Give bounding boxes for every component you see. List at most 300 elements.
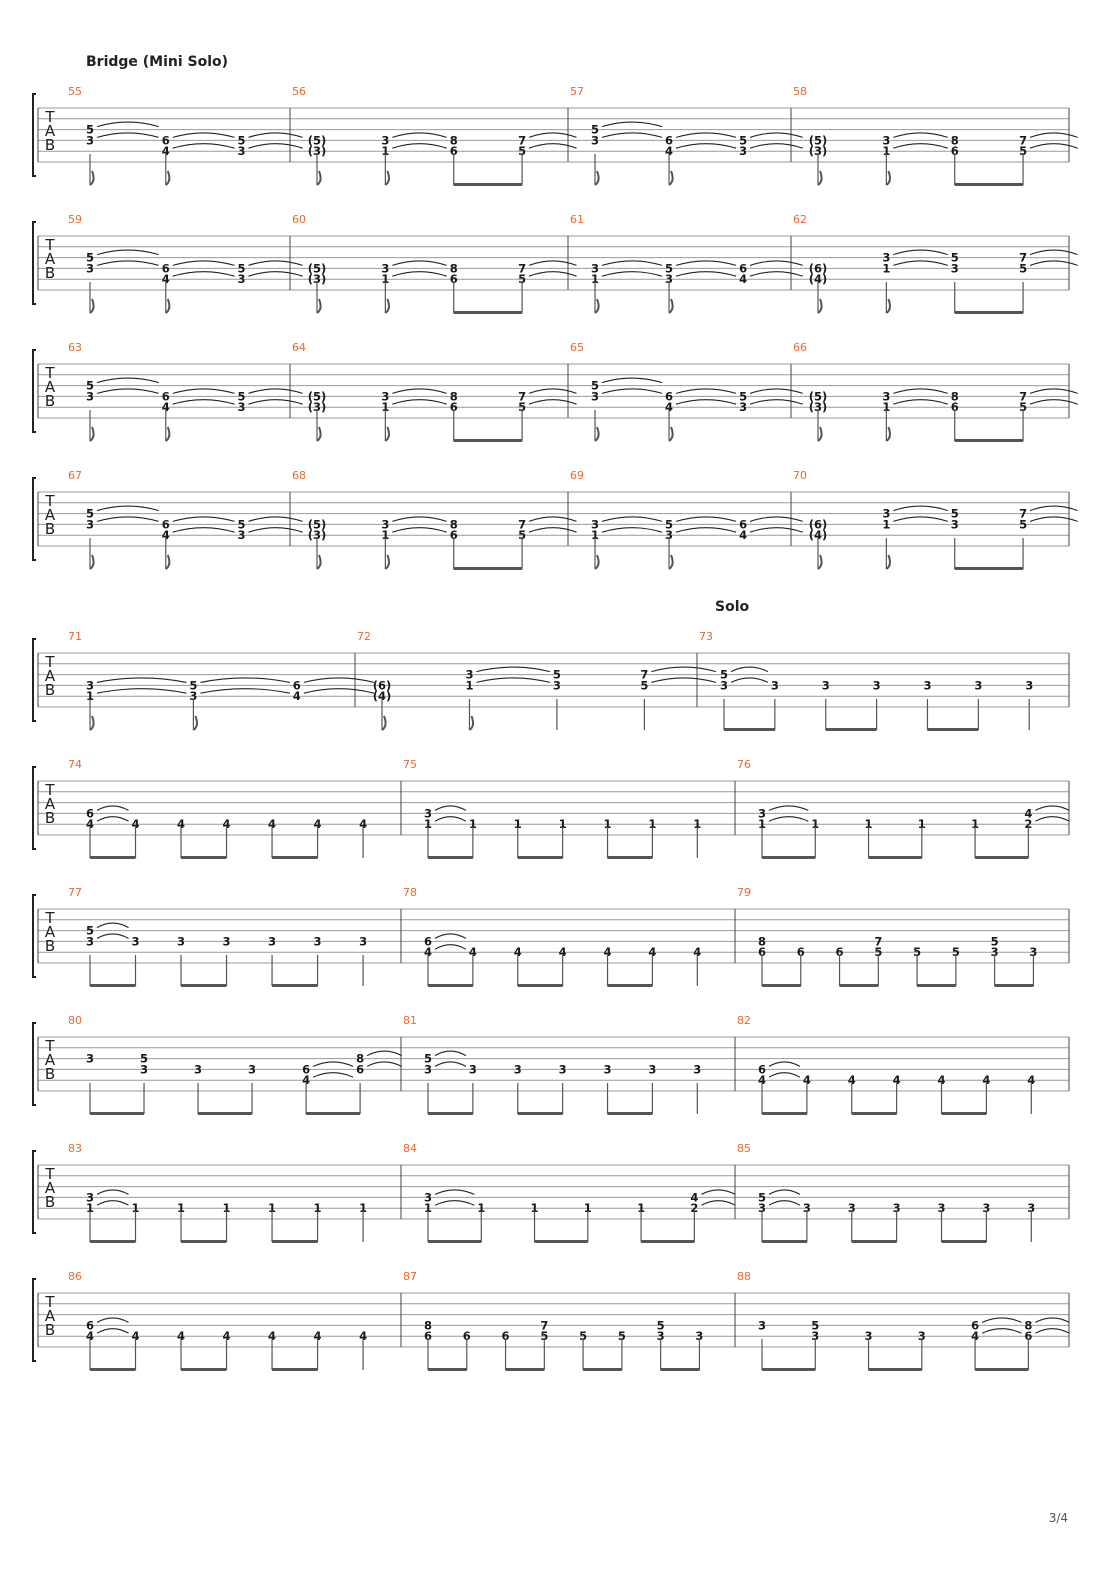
tab-clef-letter: A [44,795,56,813]
fret-number: 3 [719,678,729,693]
fret-number: 4 [222,817,231,832]
tab-clef-letter: A [44,1179,56,1197]
note [553,668,561,730]
fret-number: 3 [237,144,246,159]
tie-arc [769,1062,800,1067]
rhythm-beam [272,984,318,987]
fret-number: 3 [237,400,246,415]
fret-number: 5 [85,122,95,137]
fret-number: 8 [757,934,767,949]
tie-arc [769,1190,800,1195]
fret-number: 5 [739,389,748,404]
measure [403,1270,703,1371]
note [693,945,701,986]
fret-number: 6 [302,1062,311,1077]
note [739,261,803,286]
measure [292,213,577,314]
note [559,945,567,986]
fret-number: 4 [1024,806,1033,821]
rhythm-beam [955,439,1023,442]
fret-number: 4 [359,1329,368,1344]
fret-number: 4 [1027,1073,1036,1088]
measure-number: 88 [737,1270,751,1283]
fret-number: 6 [85,1318,95,1333]
fret-number: 8 [423,1318,433,1333]
fret-number: 5 [656,1318,665,1333]
rhythm-beam [181,856,227,859]
tie-arc [701,1190,735,1195]
fret-number: 6 [739,517,748,532]
fret-number: 4 [177,1329,186,1344]
fret-number: 7 [540,1318,549,1333]
fret-number: 7 [1019,389,1028,404]
note [314,934,322,986]
fret-number: 6 [835,945,844,960]
note [308,389,327,441]
note [803,1201,811,1242]
fret-number: 4 [971,1329,980,1344]
tie-arc [769,1073,800,1078]
fret-number: 3 [739,400,748,415]
note [865,817,873,858]
fret-number: 3 [590,133,600,148]
note [657,1318,665,1370]
measure [699,630,1033,731]
tie-arc [435,817,466,822]
fret-number: 3 [268,934,277,949]
tab-clef-letter: A [44,378,56,396]
tie-arc [392,133,446,138]
fret-number: 3 [821,678,830,693]
measure [403,758,701,859]
measure [737,1142,1035,1243]
tab-clef-letter: T [45,364,55,382]
measure-number: 63 [68,341,82,354]
tab-clef-letter: T [45,653,55,671]
note [308,517,327,569]
rhythm-beam [518,984,563,987]
fret-number: 3 [313,934,322,949]
tie-arc [97,1190,129,1195]
note [132,817,140,858]
rhythm-beam [608,856,653,859]
tie-arc [248,528,302,533]
note [739,517,803,542]
tie-arc [1035,1329,1069,1334]
note [177,1201,185,1242]
fret-number: 6 [449,144,458,159]
tie-arc [750,528,803,533]
tie-arc [676,272,736,277]
fret-number: 3 [590,517,600,532]
fret-number: 7 [1019,250,1028,265]
measure-number: 83 [68,1142,82,1155]
note [809,261,828,313]
note [223,1329,231,1370]
tab-clef-letter: A [44,250,56,268]
fret-number: 4 [313,817,322,832]
tie-arc [435,934,466,939]
tie-arc [529,272,577,277]
fret-number: 3 [381,261,390,276]
fret-number: 5 [237,261,246,276]
fret-number: 6 [462,1329,471,1344]
fret-number: 3 [937,1201,946,1216]
fret-number: 6 [971,1318,980,1333]
tie-arc [367,1051,402,1056]
note [720,667,768,730]
tie-arc [1030,517,1078,522]
note [739,133,803,158]
rhythm-beam [608,1112,653,1115]
fret-number: 3 [194,1062,203,1077]
tie-arc [97,934,129,939]
fret-number: 3 [665,272,674,287]
fret-number: (4) [372,689,392,704]
tie-arc [97,678,186,683]
tab-clef-letter: T [45,1293,55,1311]
note [1025,678,1033,730]
fret-number: 3 [802,1201,811,1216]
fret-number: 3 [85,678,95,693]
tie-arc [893,133,947,138]
measure [570,85,803,185]
fret-number: 5 [665,261,674,276]
fret-number: 5 [950,250,959,265]
fret-number: 1 [268,1201,277,1216]
measure [357,630,716,730]
tab-clef-letter: A [44,1307,56,1325]
measure-number: 74 [68,758,82,771]
fret-number: 3 [693,1062,702,1077]
tie-arc [602,528,662,533]
fret-number: 3 [423,1062,433,1077]
note [584,1201,592,1242]
fret-number: 1 [222,1201,231,1216]
tie-arc [676,389,736,394]
fret-number: 3 [237,272,246,287]
measure [68,213,303,313]
fret-number: 5 [811,1318,820,1333]
fret-number: 6 [85,806,95,821]
note [450,517,458,569]
tie-arc [173,517,235,522]
tie-arc [97,261,159,266]
tab-system [33,213,1078,314]
fret-number: 1 [971,817,980,832]
measure-number: 77 [68,886,82,899]
tie-arc [200,689,289,694]
rhythm-beam [272,1240,318,1243]
measure-number: 80 [68,1014,82,1027]
measure-number: 76 [737,758,751,771]
rhythm-beam [762,1240,807,1243]
fret-number: 4 [648,945,657,960]
note [477,1201,485,1242]
note [758,1318,766,1370]
fret-number: 3 [513,1062,522,1077]
fret-number: 1 [177,1201,186,1216]
fret-number: 6 [356,1062,365,1077]
tie-arc [313,1062,353,1067]
rhythm-beam [869,856,922,859]
note [502,1329,510,1370]
measure [793,213,1078,314]
fret-number: 1 [917,817,926,832]
fret-number: (3) [808,400,828,415]
tie-arc [893,389,947,394]
rhythm-beam [428,1240,481,1243]
tab-clef-letter: A [44,923,56,941]
fret-number: 8 [950,133,959,148]
measure-number: 64 [292,341,306,354]
tie-arc [676,517,736,522]
note [982,1201,990,1242]
note [1027,1073,1035,1114]
note [268,1201,276,1242]
tie-arc [676,528,736,533]
fret-number: 6 [665,133,674,148]
rhythm-beam [724,728,775,731]
fret-number: 4 [847,1073,856,1088]
tie-arc [1030,506,1078,511]
fret-number: 4 [161,272,170,287]
fret-number: 6 [501,1329,510,1344]
tab-system [33,1270,1069,1371]
note [308,261,327,313]
note [86,250,159,313]
note [951,389,959,441]
note [514,817,522,858]
fret-number: 6 [292,678,301,693]
fret-number: 4 [892,1073,901,1088]
fret-number: 3 [950,261,959,276]
fret-number: (5) [307,261,327,276]
tab-clef-letter: A [44,667,56,685]
tie-arc [248,517,302,522]
note [450,389,458,441]
fret-number: 5 [950,506,959,521]
tab-system [33,758,1069,859]
tie-arc [1035,1318,1069,1323]
tab-clef-letter: A [44,506,56,524]
tab-clef-letter: T [45,108,55,126]
measure-number: 55 [68,85,82,98]
fret-number: (6) [808,517,828,532]
measure [737,1270,1069,1371]
note [132,934,140,986]
fret-number: 7 [518,261,527,276]
fret-number: 3 [237,528,246,543]
note [469,817,477,858]
rhythm-beam [661,1368,700,1371]
measure [68,469,303,569]
rhythm-beam [762,856,815,859]
fret-number: 1 [693,817,702,832]
rhythm-beam [90,1240,136,1243]
measure-number: 87 [403,1270,417,1283]
note [882,250,947,313]
tie-arc [392,144,446,149]
measure [68,630,374,730]
fret-number: (4) [808,528,828,543]
fret-number: 5 [719,667,729,682]
fret-number: 7 [518,133,527,148]
tie-arc [750,389,803,394]
note [514,945,522,986]
fret-number: 5 [874,945,883,960]
tab-clef-letter: B [44,937,56,955]
note [693,1062,701,1114]
tie-arc [529,261,577,266]
measure-number: 65 [570,341,584,354]
tab-clef-letter: T [45,492,55,510]
fret-number: 3 [882,389,891,404]
note [237,389,302,414]
tie-arc [435,1062,466,1067]
fret-number: 5 [518,144,527,159]
fret-number: 5 [579,1329,588,1344]
fret-number: 5 [237,133,246,148]
note [822,678,830,730]
tie-arc [731,678,768,683]
tie-arc [602,272,662,277]
tie-arc [750,517,803,522]
note [873,678,881,730]
measure [292,341,577,442]
fret-number: 1 [85,689,95,704]
fret-number: 4 [302,1073,311,1088]
rhythm-beam [535,1240,588,1243]
fret-number: 1 [131,1201,140,1216]
fret-number: (6) [372,678,392,693]
fret-number: 3 [757,806,767,821]
measure [737,886,1037,987]
system-bracket [33,895,36,977]
tie-arc [97,250,159,255]
fret-number: 6 [757,1062,767,1077]
fret-number: 8 [1024,1318,1033,1333]
measure [68,886,367,987]
fret-number: 3 [1027,1201,1036,1216]
fret-number: 4 [693,945,702,960]
note [177,934,185,986]
note [918,817,926,858]
tie-arc [893,517,947,522]
tie-arc [602,378,662,383]
note [982,1073,990,1114]
note [248,1062,256,1114]
note [559,817,567,858]
fret-number: 3 [847,1201,856,1216]
rhythm-beam [975,1368,1028,1371]
measure-number: 85 [737,1142,751,1155]
fret-number: 4 [982,1073,991,1088]
fret-number: 4 [558,945,567,960]
fret-number: 1 [513,817,522,832]
tie-arc [1035,806,1069,811]
fret-number: 4 [665,400,674,415]
tie-arc [173,144,235,149]
fret-number: 8 [449,389,458,404]
fret-number: 6 [739,261,748,276]
measure-number: 59 [68,213,82,226]
note [450,133,458,185]
tie-arc [97,689,186,694]
tie-arc [529,517,577,522]
measure [737,1014,1035,1115]
fret-number: 3 [974,678,983,693]
fret-number: 5 [552,667,561,682]
fret-number: 5 [85,378,95,393]
tie-arc [248,272,302,277]
note [540,1318,548,1370]
note [86,378,159,441]
tie-arc [651,678,716,683]
fret-number: 4 [423,945,433,960]
tab-clef-letter: T [45,1037,55,1055]
note [86,506,159,569]
measure-number: 68 [292,469,306,482]
measure [403,1142,735,1243]
fret-number: 1 [468,817,477,832]
tie-arc [893,400,947,405]
tab-system [33,469,1078,570]
note [865,1329,873,1370]
fret-number: 4 [131,817,140,832]
fret-number: 8 [449,133,458,148]
fret-number: 1 [313,1201,322,1216]
tie-arc [529,389,577,394]
tie-arc [750,261,803,266]
tie-arc [529,400,577,405]
tab-clef-letter: B [44,520,56,538]
note [268,934,276,986]
tie-arc [304,689,374,694]
fret-number: (5) [307,517,327,532]
fret-number: 1 [558,817,567,832]
tab-clef-letter: T [45,1165,55,1183]
fret-number: 5 [85,506,95,521]
note [771,678,779,730]
note [923,678,931,730]
fret-number: 3 [665,528,674,543]
fret-number: 8 [449,517,458,532]
note [237,517,302,542]
note [797,945,805,986]
system-bracket [33,478,36,560]
note [882,506,947,569]
tab-system [33,886,1069,987]
tab-clef-letter: B [44,681,56,699]
fret-number: 1 [882,144,891,159]
tie-arc [97,1318,129,1323]
tie-arc [529,133,577,138]
fret-number: 3 [770,678,779,693]
measure [570,213,803,313]
fret-number: (3) [808,144,828,159]
fret-number: 3 [140,1062,149,1077]
note [223,1201,231,1242]
fret-number: 6 [161,261,170,276]
fret-number: 3 [739,144,748,159]
tie-arc [676,144,736,149]
tie-arc [701,1201,735,1206]
fret-number: 7 [640,667,649,682]
note [811,817,819,858]
note [803,1073,811,1114]
tie-arc [435,1190,474,1195]
